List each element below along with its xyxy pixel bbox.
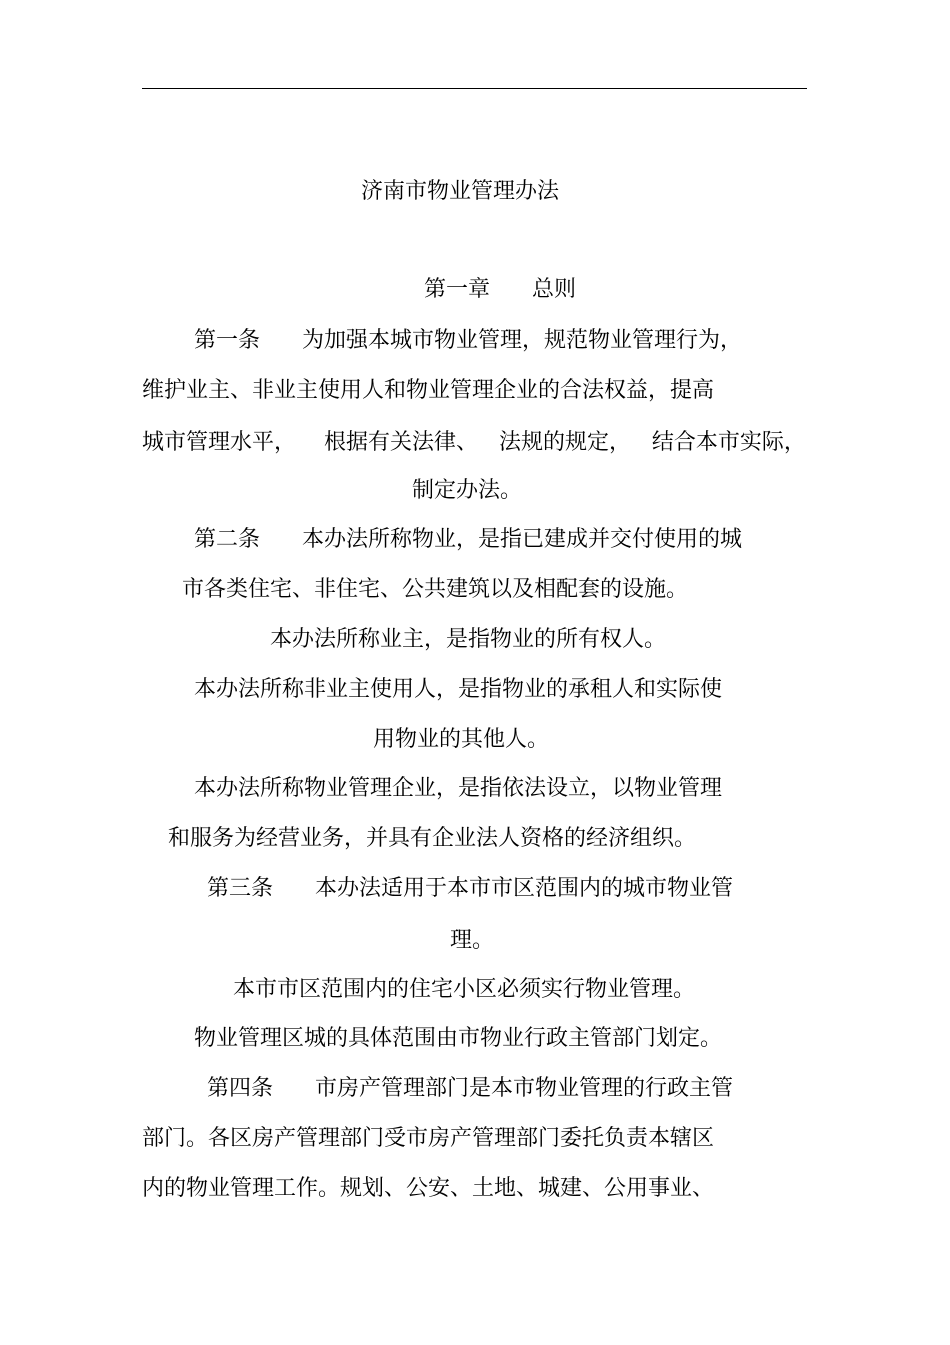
text-line: 第二条 本办法所称物业，是指已建成并交付使用的城 [194, 527, 742, 552]
text-line: 和服务为经营业务，并具有企业法人资格的经济组织。 [168, 826, 697, 851]
text-line: 用物业的其他人。 [373, 727, 550, 752]
text-line: 维护业主、非业主使用人和物业管理企业的合法权益，提高 [142, 378, 715, 403]
document-title: 济南市物业管理办法 [361, 179, 560, 204]
chapter-heading: 第一章 总则 [424, 277, 576, 302]
text-line: 内的物业管理工作。规划、公安、土地、城建、公用事业、 [142, 1176, 715, 1201]
text-line: 第三条 本办法适用于本市市区范围内的城市物业管 [207, 876, 733, 901]
text-line: 第四条 市房产管理部门是本市物业管理的行政主管 [207, 1076, 733, 1101]
text-line: 部门。各区房产管理部门受市房产管理部门委托负责本辖区 [142, 1126, 715, 1151]
text-line: 第一条 为加强本城市物业管理，规范物业管理行为， [194, 328, 742, 353]
text-line: 制定办法。 [412, 478, 523, 503]
text-line: 本办法所称物业管理企业，是指依法设立，以物业管理 [194, 776, 723, 801]
text-line: 本办法所称业主，是指物业的所有权人。 [270, 627, 667, 652]
text-line: 本办法所称非业主使用人，是指物业的承租人和实际使 [194, 677, 723, 702]
text-line: 本市市区范围内的住宅小区必须实行物业管理。 [233, 977, 696, 1002]
text-line: 市各类住宅、非住宅、公共建筑以及相配套的设施。 [182, 577, 689, 602]
header-rule [142, 88, 807, 89]
text-line: 理。 [450, 928, 495, 953]
text-line: 城市管理水平， 根据有关法律、 法规的规定， 结合本市实际， [142, 430, 806, 455]
text-line: 物业管理区城的具体范围由市物业行政主管部门划定。 [194, 1026, 723, 1051]
